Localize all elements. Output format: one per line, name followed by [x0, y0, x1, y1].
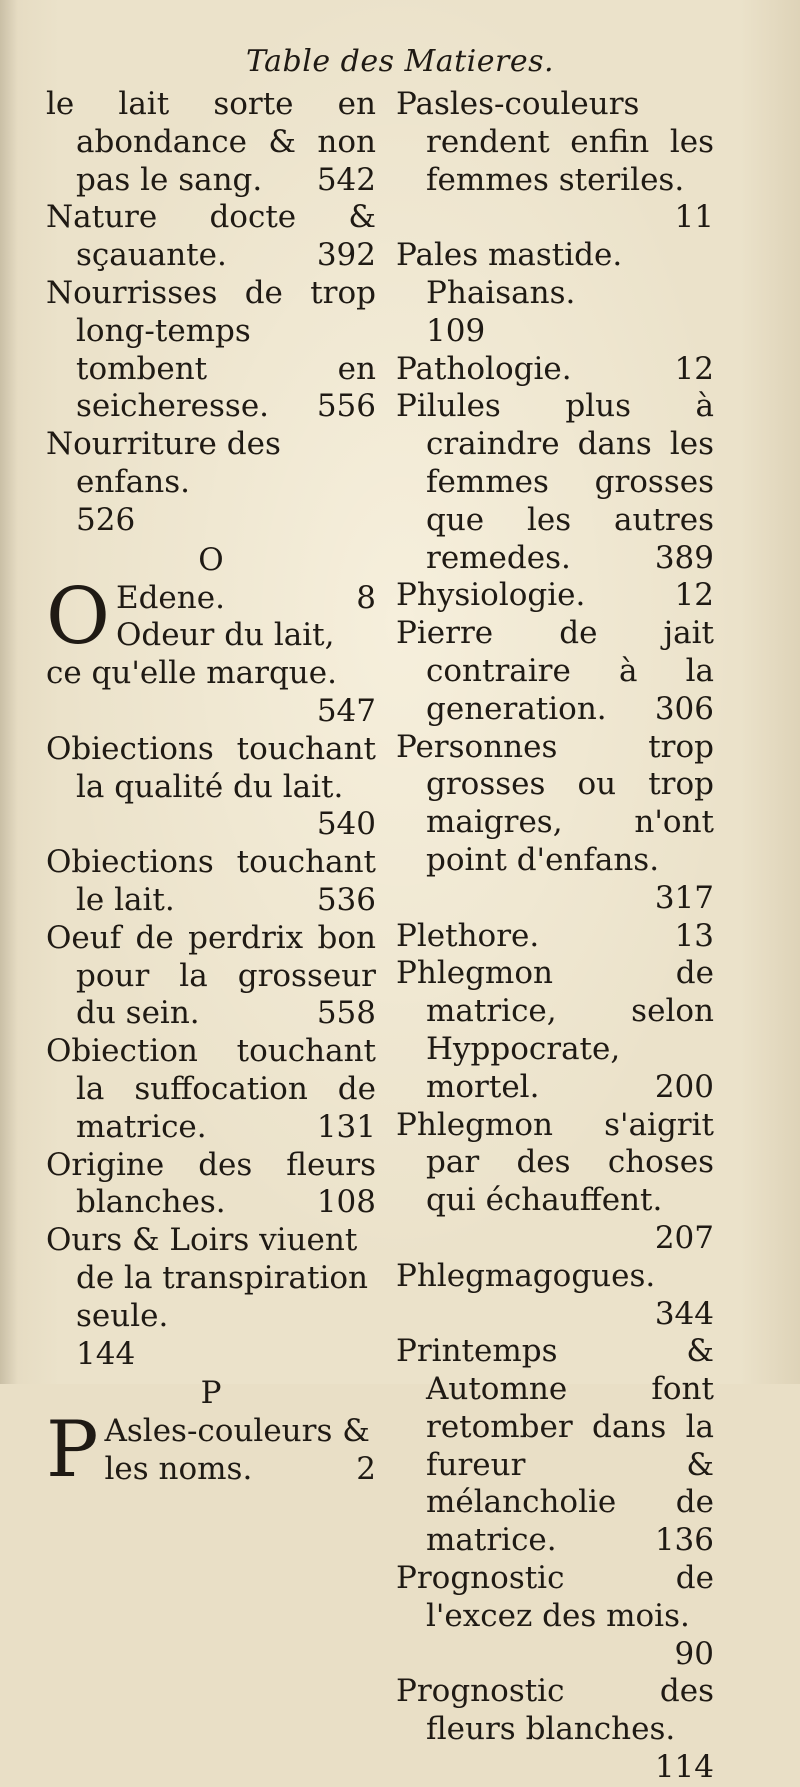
left-column [46, 86, 376, 1496]
index-entry [396, 729, 714, 918]
page-number: 540 [316, 806, 376, 843]
index-entry [46, 275, 376, 426]
page-number: 90 [674, 1635, 714, 1672]
page-number: 392 [316, 237, 376, 274]
entry-text: Edene. [115, 579, 225, 616]
index-entry [46, 426, 376, 539]
entry-text: Pales mastide. Phaisans. [396, 237, 623, 311]
page-number: 200 [654, 1068, 714, 1105]
index-entry [396, 955, 714, 1106]
page-number: 131 [316, 1108, 376, 1145]
index-entry [396, 86, 714, 237]
page-number: 536 [316, 881, 376, 918]
index-entry [46, 571, 376, 731]
index-entry [46, 199, 376, 275]
page-number: 344 [654, 1295, 714, 1332]
entry-text: Origine des fleurs blanches. [46, 1146, 376, 1221]
entry-text: Nourriture des enfans. [46, 426, 281, 500]
page-number: 114 [654, 1749, 714, 1786]
page-number: 547 [316, 692, 376, 729]
entry-text: Phlegmagogues. [396, 1257, 656, 1294]
index-entry [396, 1258, 714, 1334]
entry-text: Oeuf de perdrix bon pour la grosseur du sein. [46, 919, 376, 1032]
index-entry [396, 1333, 714, 1560]
page-number: 2 [356, 1451, 376, 1488]
page-number: 13 [674, 917, 714, 954]
index-entry [396, 1107, 714, 1258]
drop-initial: P [46, 1405, 99, 1496]
index-entry [396, 918, 714, 956]
entry-text: le lait sorte en abondance & non pas le sang. [46, 86, 376, 198]
entry-text: Pierre de jait contraire à la generation. [396, 615, 714, 727]
index-entry [396, 1560, 714, 1673]
index-entry [396, 237, 714, 350]
entry-text: Plethore. [396, 917, 540, 954]
section-letter-o: O [198, 541, 224, 578]
index-entry [46, 1405, 376, 1496]
index-entry [46, 844, 376, 920]
page-number: 207 [654, 1219, 714, 1256]
page-number: 109 [426, 312, 486, 349]
page-number: 542 [316, 161, 376, 198]
page-number: 556 [316, 388, 376, 425]
index-entry [46, 1147, 376, 1223]
index-entry [396, 351, 714, 389]
index-entry [46, 920, 376, 1033]
index-entry [396, 388, 714, 577]
page-number: 12 [674, 577, 714, 614]
index-entry [46, 86, 376, 199]
entry-text: Obiection touchant la suffocation de matrice. [46, 1033, 376, 1145]
index-entry [46, 731, 376, 844]
entry-text: Obiections touchant le lait. [46, 844, 376, 918]
entry-text: Odeur du lait, ce qu'elle marque. [46, 617, 337, 692]
entry-text: Pasles-couleurs rendent enfin les femmes steriles. [396, 86, 714, 198]
entry-text: Printemps & Automne font retomber dans la fureur & mélancholie de matrice. [396, 1333, 714, 1559]
index-entry [396, 615, 714, 728]
entry-text: Phlegmon de matrice, selon Hyppocrate, mortel. [396, 955, 714, 1105]
index-entry [396, 577, 714, 615]
index-entry [396, 1673, 714, 1786]
entry-text: Obiections touchant la qualité du lait. [46, 730, 376, 805]
entry-text: Physiologie. [396, 577, 586, 614]
entry-text: Personnes trop grosses ou trop maigres, n'ont point d'enfans. [396, 728, 714, 878]
entry-text: Asles-couleurs & les noms. [104, 1413, 370, 1488]
page-number: 108 [316, 1184, 376, 1221]
index-entry [46, 1222, 376, 1373]
index-entry [46, 1033, 376, 1146]
entry-text: Ours & Loirs viuent de la transpiration seule. [46, 1222, 368, 1334]
entry-text: Phlegmon s'aigrit par des choses qui échauffent. [396, 1106, 714, 1219]
right-column [396, 86, 714, 1787]
entry-text: Pathologie. [396, 350, 572, 387]
page-number: 8 [356, 579, 376, 616]
entry-text: Pilules plus à craindre dans les femmes grosses que les autres remedes. [396, 388, 714, 576]
entry-text: Prognostic de l'excez des mois. [396, 1560, 714, 1634]
page-number: 389 [654, 539, 714, 576]
entry-text: Prognostic des fleurs blanches. [396, 1673, 714, 1748]
page-number: 12 [674, 350, 714, 387]
page-number: 136 [654, 1522, 714, 1559]
page-number: 558 [316, 995, 376, 1032]
entry-text: Nourrisses de trop long-temps tombent en seicheresse. [46, 274, 376, 425]
drop-initial: O [46, 571, 110, 662]
page-number: 526 [76, 501, 136, 538]
page-number: 11 [674, 199, 714, 236]
page-number: 317 [654, 879, 714, 916]
entry-text: Nature docte & sçauante. [46, 199, 376, 274]
page-number: 144 [76, 1335, 136, 1372]
section-letter-p: P [200, 1375, 222, 1412]
running-head: Table des Matieres. [245, 44, 555, 79]
page-number: 306 [654, 690, 714, 727]
